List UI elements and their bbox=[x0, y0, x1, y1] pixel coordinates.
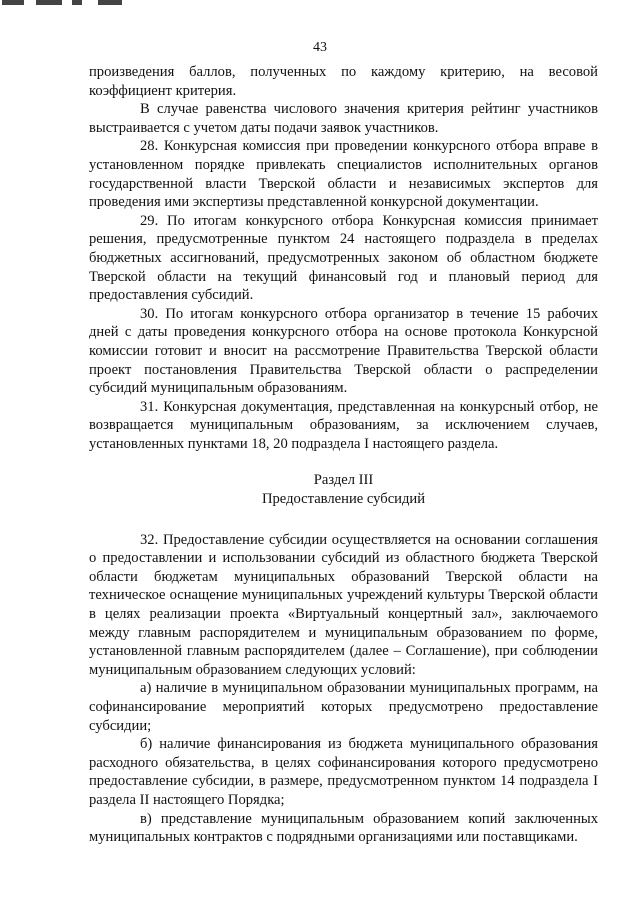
section-subheading: Предоставление субсидий bbox=[261, 491, 426, 508]
scan-edge-marks bbox=[0, 0, 130, 8]
condition-a: а) наличие в муниципальном образовании муниципальных программ, на софинансирование мероприятий которых предусмотрено предоставление субсидии; bbox=[89, 680, 598, 734]
page-number: 43 bbox=[313, 40, 327, 55]
section-heading: Раздел III bbox=[313, 472, 374, 489]
paragraph-30: 30. По итогам конкурсного отбора организатор в течение 15 рабочих дней с даты проведения конкурсного отбора на основе протокола Конкурсной комиссии готовит и вносит на рассмотрение Правительства Тверской области проект постановления Правительства Тверской области о распределении субсидий муниципальным образованиям. bbox=[89, 305, 598, 397]
paragraph-tie-rule: В случае равенства числового значения критерия рейтинг участников выстраивается с учетом даты подачи заявок участников. bbox=[89, 101, 598, 136]
condition-c: в) представление муниципальным образованием копий заключенных муниципальных контрактов с подрядными организациями или поставщиками. bbox=[89, 810, 598, 846]
paragraph-continuation: произведения баллов, полученных по каждому критерию, на весовой коэффициент критерия. bbox=[89, 64, 598, 99]
paragraph-32: 32. Предоставление субсидии осуществляется на основании соглашения о предоставлении и использовании субсидий из областного бюджета Тверской области бюджетам муниципальных образований Тверской области на техническое оснащение муниципальных учреждений культуры Тверской области в целях реализации проекта «Виртуальный концертный зал», заключаемого между главным распорядителем и муниципальным образованием по форме, установленной главным распорядителем (далее – Соглашение), при соблюдении муниципальным образованием следующих условий: bbox=[89, 531, 598, 678]
paragraph-31: 31. Конкурсная документация, представленная на конкурсный отбор, не возвращается муниципальным образованиям, за исключением случаев, установленных пунктами 18, 20 подраздела I настоящего раздела. bbox=[89, 398, 598, 452]
paragraph-29: 29. По итогам конкурсного отбора Конкурсная комиссия принимает решения, предусмотренные пунктом 24 настоящего подраздела в пределах бюджетных ассигнований, предусмотренных законом об областном бюджете Тверской области на текущий финансовый год и плановый период для предоставления субсидий. bbox=[89, 212, 598, 304]
condition-b: б) наличие финансирования из бюджета муниципального образования расходного обязательства, в целях софинансирования которого предусмотрено предоставление субсидии, в размере, предусмотренном пунктом 14 подраздела I раздела II настоящего Порядка; bbox=[89, 736, 598, 808]
paragraph-28: 28. Конкурсная комиссия при проведении конкурсного отбора вправе в установленном порядке привлекать специалистов исполнительных органов государственной власти Тверской области и независимых экспертов для проведения ими экспертизы представленной конкурсной документации. bbox=[89, 138, 598, 211]
document-body bbox=[89, 63, 598, 847]
